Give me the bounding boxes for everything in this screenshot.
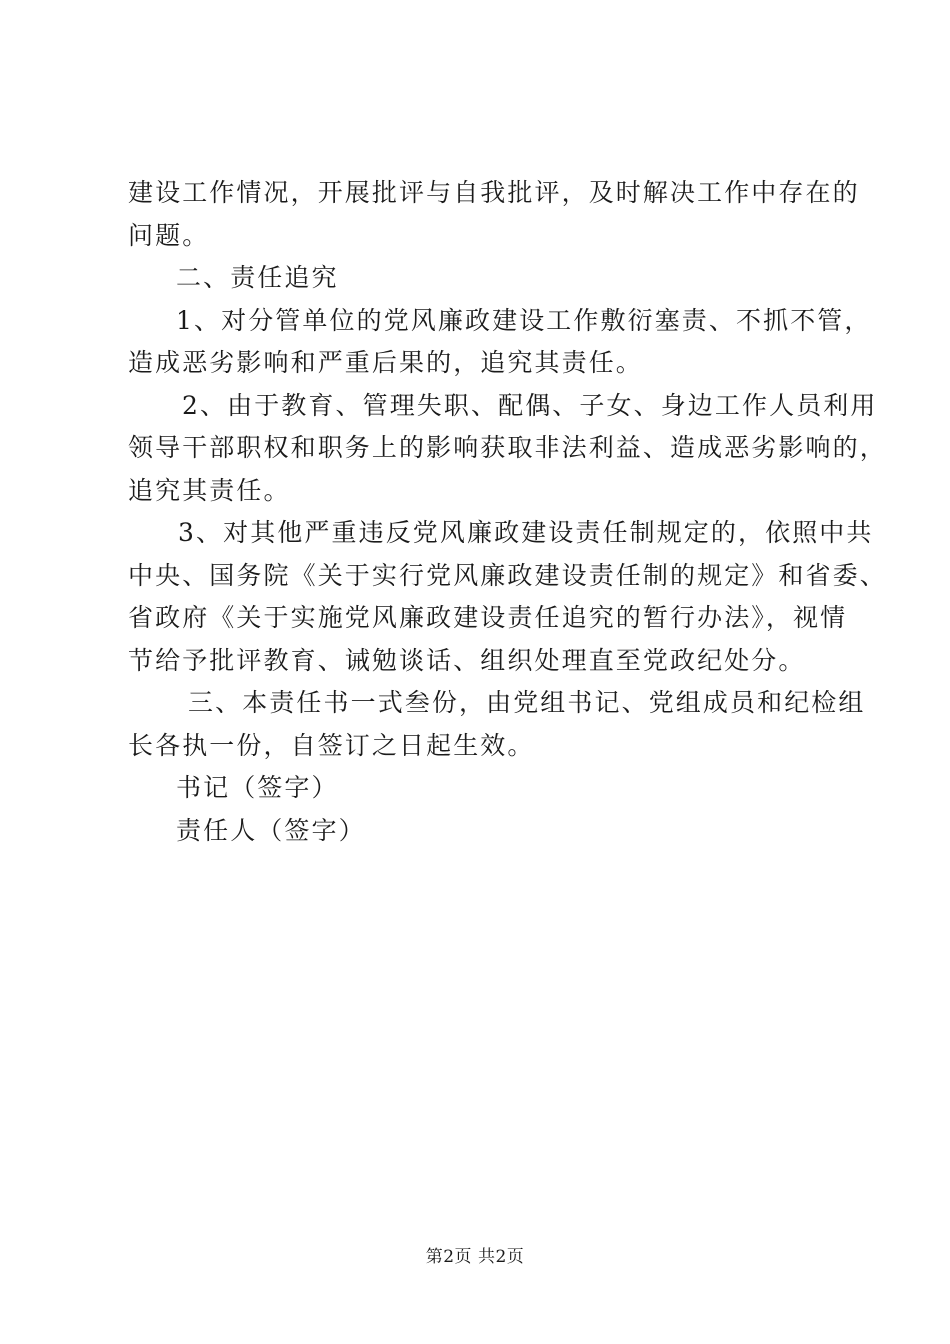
text-line: 节给予批评教育、诫勉谈话、组织处理直至党政纪处分。	[128, 645, 806, 675]
page-footer	[0, 1242, 950, 1267]
signature-line-secretary: 书记（签字）	[176, 773, 339, 802]
text-line: 1、对分管单位的党风廉政建设工作敷衍塞责、不抓不管，	[176, 305, 872, 335]
text-line: 追究其责任。	[128, 475, 291, 505]
text-line: 领导干部职权和职务上的影响获取非法利益、造成恶劣影响的，	[128, 433, 887, 462]
text-line: 长各执一份，自签订之日起生效。	[128, 730, 535, 760]
text-line: 中央、国务院《关于实行党风廉政建设责任制的规定》和省委、	[128, 560, 887, 590]
text-line: 问题。	[128, 220, 210, 250]
document-body	[128, 172, 887, 852]
section-heading-responsibility: 二、责任追究	[176, 263, 339, 292]
text-line: 省政府《关于实施党风廉政建设责任追究的暂行办法》，视情	[128, 603, 848, 632]
page-number: 第2页 共2页	[425, 1247, 525, 1267]
text-line: 2、由于教育、管理失职、配偶、子女、身边工作人员利用	[182, 390, 878, 420]
section-heading-validity: 三、本责任书一式叁份，由党组书记、党组成员和纪检组	[188, 688, 866, 717]
signature-line-responsible-person: 责任人（签字）	[176, 815, 366, 845]
text-line: 3、对其他严重违反党风廉政建设责任制规定的，依照中共	[178, 518, 874, 547]
text-line: 造成恶劣影响和严重后果的，追究其责任。	[128, 348, 643, 377]
text-line: 建设工作情况，开展批评与自我批评，及时解决工作中存在的	[128, 178, 860, 207]
